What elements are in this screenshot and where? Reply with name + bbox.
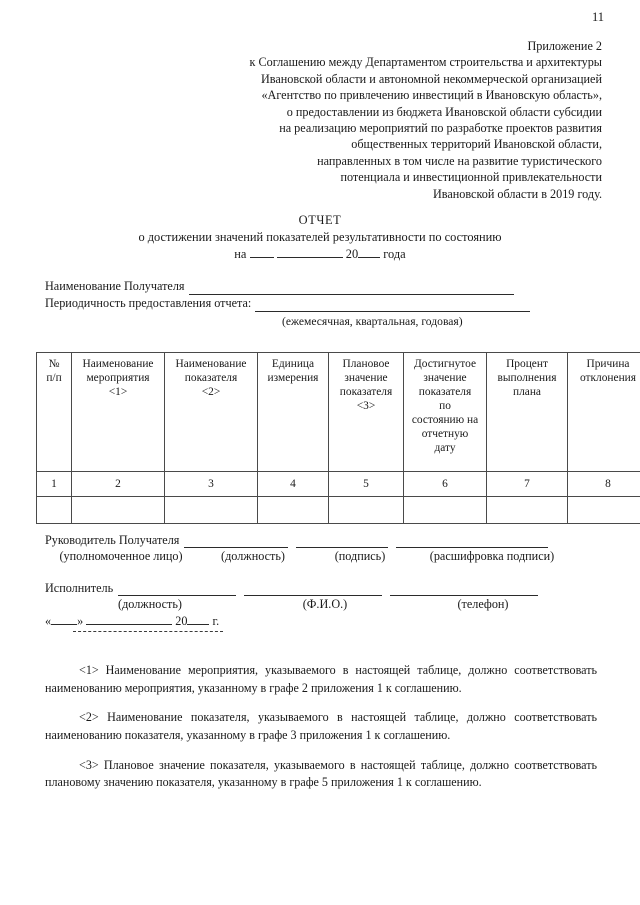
head-position-input[interactable]	[184, 534, 288, 548]
recipient-name-input[interactable]	[189, 281, 514, 295]
col-header-line: значение	[423, 372, 467, 384]
head-decode-caption: (расшифровка подписи)	[429, 549, 555, 563]
col-header-number	[37, 353, 72, 472]
appendix-line: общественных территорий Ивановской области,	[351, 137, 602, 152]
report-title-block	[0, 212, 640, 263]
col-header-event-name	[72, 353, 165, 472]
footnote-2: <2> Наименование показателя, указываемого в настоящей таблице, должно соответствовать наименованию показателя, указанному в графе 3 приложения 1 к соглашению.	[45, 710, 597, 742]
col-header-line: показателя	[418, 386, 472, 398]
col-header-line: плана	[513, 386, 541, 398]
report-date-line	[0, 246, 640, 263]
appendix-line: «Агентство по привлечению инвестиций в Ивановскую область»,	[261, 88, 602, 103]
report-title: ОТЧЕТ	[298, 213, 342, 227]
executor-phone-input[interactable]	[390, 582, 538, 596]
table-cell[interactable]	[165, 497, 258, 524]
head-signature-block	[45, 532, 605, 564]
table-row	[37, 497, 640, 524]
appendix-line: Ивановской области в 2019 году.	[432, 186, 602, 201]
head-signature-input[interactable]	[296, 534, 388, 548]
col-header-line: Достигнутое	[413, 358, 477, 370]
table-cell[interactable]	[404, 497, 487, 524]
date-suffix-label: года	[383, 247, 406, 261]
column-number-cell: 2	[72, 472, 165, 497]
head-position-caption: (должность)	[221, 549, 285, 563]
periodicity-input[interactable]	[255, 298, 530, 312]
head-signature-line	[45, 532, 605, 548]
col-header-indicator-name	[165, 353, 258, 472]
signature-date-line	[45, 613, 219, 629]
col-header-footnote-ref: <3>	[356, 400, 376, 412]
col-header-footnote-ref: <2>	[201, 386, 221, 398]
col-header-deviation-reason	[568, 353, 640, 472]
appendix-line: направленных в том числе на развитие туристического	[317, 153, 602, 168]
head-authorized-caption: (уполномоченное лицо)	[59, 549, 183, 563]
date-prefix-label: на	[234, 247, 247, 261]
col-header-footnote-ref: <1>	[108, 386, 128, 398]
col-header-line: мероприятия	[86, 372, 150, 384]
executor-position-input[interactable]	[118, 582, 236, 596]
signature-year-blank[interactable]	[187, 624, 209, 625]
head-signature-caption: (подпись)	[334, 549, 386, 563]
executor-block	[45, 580, 605, 612]
date-month-blank[interactable]	[277, 257, 343, 258]
table-cell[interactable]	[487, 497, 568, 524]
table-cell[interactable]	[568, 497, 640, 524]
col-header-line: Причина	[586, 358, 630, 370]
report-subtitle: о достижении значений показателей результативности по состоянию	[138, 230, 502, 244]
col-header-line: выполнения	[497, 372, 557, 384]
head-decode-input[interactable]	[396, 534, 548, 548]
periodicity-label: Периодичность предоставления отчета:	[45, 296, 252, 310]
appendix-header	[150, 38, 602, 202]
col-header-line: Наименование	[175, 358, 247, 370]
col-header-percent-complete	[487, 353, 568, 472]
executor-fio-input[interactable]	[244, 582, 382, 596]
col-header-achieved-value	[404, 353, 487, 472]
col-header-line: измерения	[267, 372, 319, 384]
col-header-line: отчетную	[421, 428, 469, 440]
col-header-line: Процент	[506, 358, 548, 370]
col-header-line: п/п	[46, 372, 62, 384]
footnotes-section	[45, 650, 597, 792]
col-header-planned-value	[329, 353, 404, 472]
date-quote-close: »	[77, 614, 84, 628]
col-header-unit	[258, 353, 329, 472]
table-cell[interactable]	[72, 497, 165, 524]
signature-date-suffix: г.	[212, 614, 220, 628]
col-header-line: показателя	[184, 372, 238, 384]
recipient-fields	[45, 278, 595, 330]
table-row-column-numbers	[37, 472, 640, 497]
executor-line	[45, 580, 605, 596]
column-number-cell: 6	[404, 472, 487, 497]
signature-day-blank[interactable]	[51, 624, 77, 625]
recipient-name-row	[45, 278, 595, 295]
col-header-line: по	[439, 400, 451, 412]
appendix-line: Приложение 2	[527, 39, 602, 53]
executor-captions	[45, 596, 605, 612]
col-header-line: состоянию на	[411, 414, 479, 426]
appendix-line: Ивановской области и автономной некоммерческой организацией	[260, 71, 602, 86]
date-year-blank[interactable]	[358, 257, 380, 258]
signature-year-prefix: 20	[175, 614, 188, 628]
col-header-line: №	[48, 358, 60, 370]
appendix-line: о предоставлении из бюджета Ивановской области субсидии	[286, 104, 602, 119]
col-header-line: Наименование	[82, 358, 154, 370]
footnote-1: <1> Наименование мероприятия, указываемого в настоящей таблице, должно соответствовать наименованию мероприятия, указанному в графе 2 приложения 1 к соглашению.	[45, 663, 597, 695]
col-header-line: дату	[434, 442, 456, 454]
periodicity-row	[45, 295, 595, 312]
date-quote-open: «	[45, 614, 52, 628]
signature-month-blank[interactable]	[86, 624, 172, 625]
table-cell[interactable]	[37, 497, 72, 524]
footnote-3: <3> Плановое значение показателя, указываемого в настоящей таблице, должно соответствовать плановому значению показателя, указанному в графе 5 приложения 1 к соглашению.	[45, 757, 597, 790]
col-header-line: Плановое	[342, 358, 390, 370]
col-header-line: Единица	[271, 358, 315, 370]
column-number-cell: 8	[568, 472, 640, 497]
executor-position-caption: (должность)	[118, 597, 182, 611]
column-number-cell: 5	[329, 472, 404, 497]
table-cell[interactable]	[258, 497, 329, 524]
appendix-line: на реализацию мероприятий по разработке проектов развития	[279, 121, 602, 136]
column-number-cell: 3	[165, 472, 258, 497]
table-header	[37, 353, 640, 472]
col-header-line: показателя	[339, 386, 393, 398]
table-cell[interactable]	[329, 497, 404, 524]
date-year-prefix: 20	[345, 247, 359, 261]
head-signature-captions	[45, 548, 605, 564]
executor-label: Исполнитель	[45, 581, 114, 595]
table-header-row	[37, 353, 640, 472]
page-number: 11	[591, 10, 604, 24]
executor-phone-caption: (телефон)	[457, 597, 509, 611]
recipient-name-label: Наименование Получателя	[45, 279, 185, 293]
performance-indicators-table	[36, 352, 640, 524]
column-number-cell: 4	[258, 472, 329, 497]
column-number-cell: 1	[37, 472, 72, 497]
appendix-line: потенциала и инвестиционной привлекательности	[340, 170, 602, 185]
date-day-blank[interactable]	[250, 257, 274, 258]
table-body	[37, 472, 640, 524]
col-header-line: отклонения	[579, 372, 637, 384]
col-header-line: значение	[344, 372, 388, 384]
periodicity-hint: (ежемесячная, квартальная, годовая)	[282, 315, 463, 328]
column-number-cell: 7	[487, 472, 568, 497]
executor-fio-caption: (Ф.И.О.)	[302, 597, 348, 611]
head-label: Руководитель Получателя	[45, 533, 180, 547]
appendix-line: к Соглашению между Департаментом строительства и архитектуры	[249, 55, 602, 70]
dashed-separator	[73, 631, 223, 632]
